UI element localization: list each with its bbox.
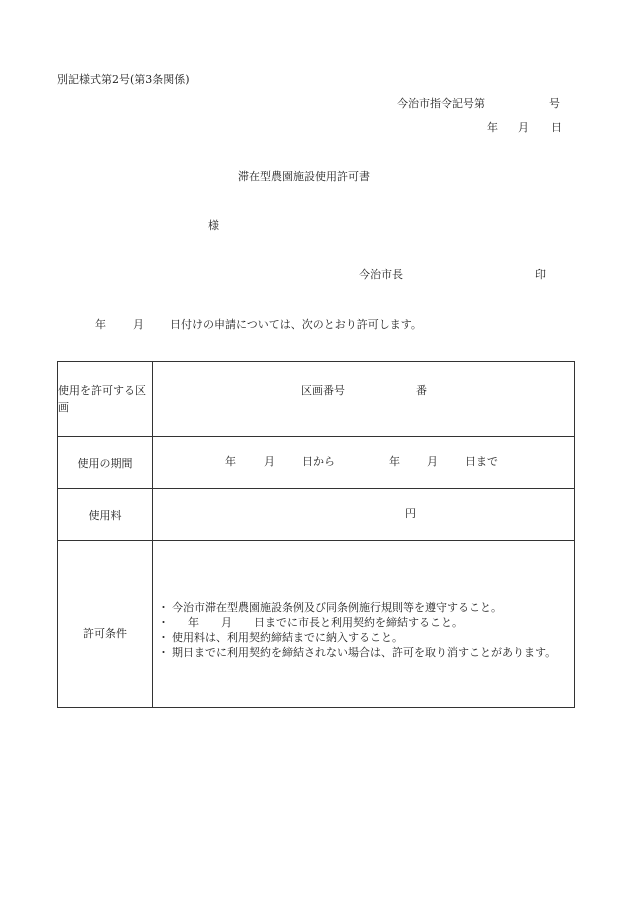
- conditions-list: [153, 588, 574, 660]
- fee-value-cell: [153, 489, 575, 541]
- period-from-month: 月: [264, 455, 275, 468]
- intro-text: 日付けの申請については、次のとおり許可します。: [170, 318, 422, 331]
- period-to-year: 年: [389, 455, 400, 468]
- list-item: ・ 今治市滞在型農園施設条例及び同条例施行規則等を遵守すること。: [161, 600, 568, 615]
- row-label-conditions: [58, 541, 153, 708]
- permit-table: [57, 361, 575, 708]
- section-number-label: 区画番号: [301, 384, 345, 397]
- list-item: ・ 年 月 日までに市長と利用契約を締結すること。: [161, 615, 568, 630]
- table-row: [58, 362, 575, 437]
- conditions-value-cell: [153, 541, 575, 708]
- fee-unit: 円: [405, 507, 416, 520]
- period-value-cell: [153, 437, 575, 489]
- document-title: 滞在型農園施設使用許可書: [238, 170, 370, 183]
- date-year: 年: [487, 121, 498, 134]
- row-label-section: [58, 362, 153, 437]
- list-item: ・ 期日までに利用契約を締結されない場合は、許可を取り消すことがあります。: [161, 645, 568, 660]
- intro-month: 月: [133, 318, 144, 331]
- period-from-day: 日から: [302, 455, 335, 468]
- section-value-cell: [153, 362, 575, 437]
- addressee-suffix: 様: [208, 219, 219, 232]
- period-label: 使用の期間: [77, 456, 133, 470]
- form-label: 別記様式第2号(第3条関係): [57, 73, 190, 86]
- document-number-prefix: 今治市指令記号第: [397, 97, 485, 110]
- section-number-suffix: 番: [416, 384, 427, 397]
- fee-label: 使用料: [88, 508, 122, 522]
- date-day: 日: [551, 121, 562, 134]
- date-month: 月: [518, 121, 529, 134]
- intro-year: 年: [95, 318, 106, 331]
- period-to-day: 日まで: [465, 455, 498, 468]
- section-label: 使用を許可する区画: [58, 384, 146, 414]
- period-to-month: 月: [427, 455, 438, 468]
- document-number-suffix: 号: [549, 97, 560, 110]
- row-label-fee: [58, 489, 153, 541]
- row-label-period: [58, 437, 153, 489]
- table-row: [58, 437, 575, 489]
- seal-mark: 印: [535, 268, 546, 281]
- issuer-name: 今治市長: [359, 268, 403, 281]
- period-from-year: 年: [225, 455, 236, 468]
- conditions-label: 許可条件: [83, 626, 127, 640]
- table-row: [58, 541, 575, 708]
- table-row: [58, 489, 575, 541]
- list-item: ・ 使用料は、利用契約締結までに納入すること。: [161, 630, 568, 645]
